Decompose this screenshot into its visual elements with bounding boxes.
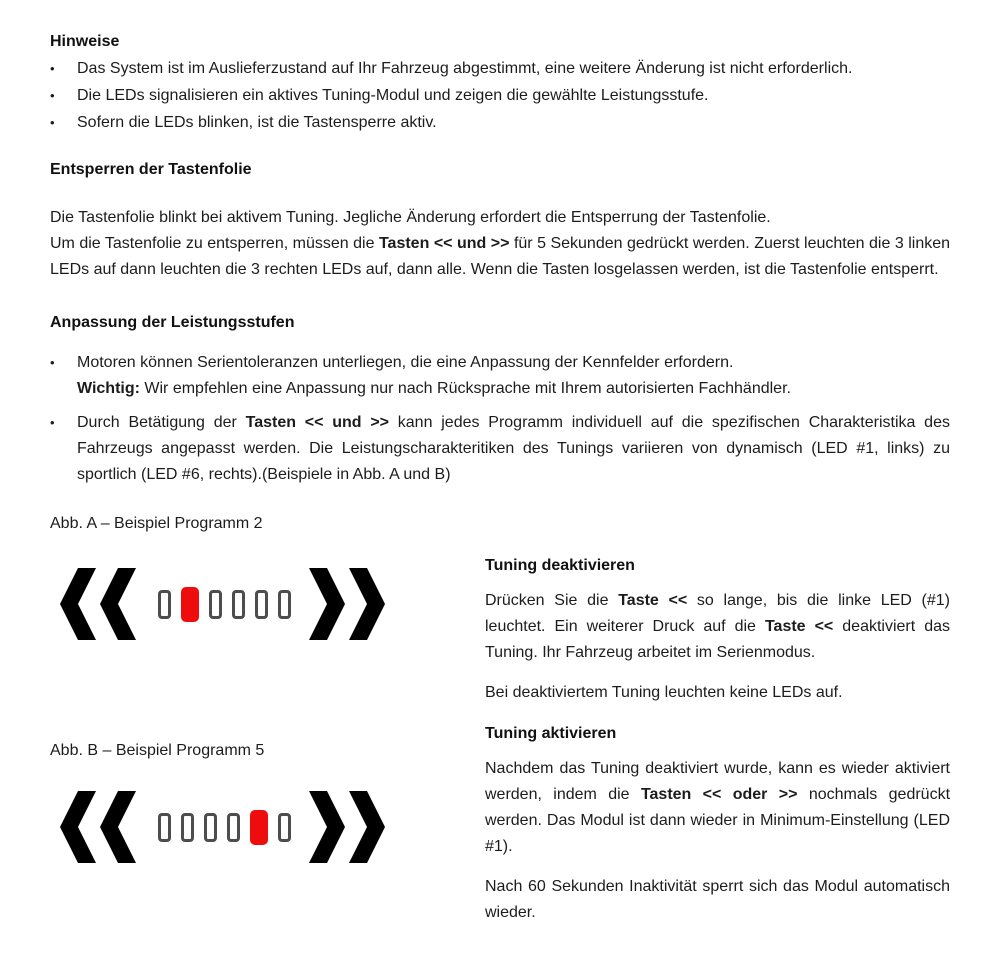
paragraph-text: Nach 60 Sekunden Inaktivität sperrt sich das Modul automatisch wieder. bbox=[485, 878, 950, 921]
list-item bbox=[50, 82, 950, 109]
paragraph-text: Wir empfehlen eine Anpassung nur nach Rücksprache mit Ihrem autorisierten Fachhändler. bbox=[139, 380, 791, 397]
paragraph-text: Durch Betätigung der bbox=[77, 414, 246, 431]
instructions-column bbox=[485, 510, 950, 940]
section-title-entsperren: Entsperren der Tastenfolie bbox=[50, 161, 252, 178]
figure-a-label: Abb. A – Beispiel Programm 2 bbox=[50, 515, 263, 532]
led-3 bbox=[209, 590, 222, 619]
bullet-icon: • bbox=[50, 415, 55, 430]
led-6 bbox=[278, 590, 291, 619]
hinweise-list bbox=[50, 55, 950, 136]
list-item-text: Die LEDs signalisieren ein aktives Tuning-Modul und zeigen die gewählte Leistungsstufe. bbox=[77, 87, 709, 104]
bullet-icon: • bbox=[50, 88, 55, 103]
paragraph-text: Nachdem das Tuning deaktiviert wurde, kann es wieder aktiviert werden, indem die bbox=[485, 760, 950, 803]
paragraph-text: für 5 Sekunden gedrückt werden. Zuerst leuchten die 3 linken LEDs auf dann leuchten die 3 rechten LEDs auf, dann alle. Wenn die Tasten losgelassen werden, ist die Tastenfolie entsperrt. bbox=[50, 235, 951, 278]
bullet-icon: • bbox=[50, 115, 55, 130]
figure-b-label: Abb. B – Beispiel Programm 5 bbox=[50, 742, 265, 759]
anpassung-list bbox=[50, 350, 950, 488]
bold-text: Wichtig: bbox=[77, 380, 140, 397]
led-2-active bbox=[181, 587, 199, 622]
figure-b bbox=[50, 737, 485, 864]
double-chevron-right-icon bbox=[309, 567, 385, 641]
led-6 bbox=[278, 813, 291, 842]
list-item-text bbox=[77, 410, 950, 488]
list-item bbox=[50, 410, 950, 488]
section-title-hinweise: Hinweise bbox=[50, 33, 120, 50]
list-item-text: Sofern die LEDs blinken, ist die Tastensperre aktiv. bbox=[77, 114, 437, 131]
led-2 bbox=[181, 813, 194, 842]
led-1 bbox=[158, 590, 171, 619]
section-title-anpassung: Anpassung der Leistungsstufen bbox=[50, 314, 295, 331]
figures-column bbox=[50, 510, 485, 940]
led-3 bbox=[204, 813, 217, 842]
list-item-text: Das System ist im Auslieferzustand auf Ihr Fahrzeug abgestimmt, eine weitere Änderung ist nicht erforderlich. bbox=[77, 60, 853, 77]
list-item bbox=[50, 350, 950, 402]
led-5 bbox=[255, 590, 268, 619]
paragraph-text: Bei deaktiviertem Tuning leuchten keine LEDs auf. bbox=[485, 684, 843, 701]
paragraph bbox=[485, 874, 950, 926]
paragraph bbox=[485, 756, 950, 860]
figure-b-graphic bbox=[60, 790, 485, 864]
bold-text: Taste << bbox=[618, 592, 688, 609]
figure-a-graphic bbox=[60, 567, 485, 641]
paragraph-text: so lange, bis die linke LED (#1) leuchtet. Ein weiterer Druck auf die bbox=[485, 592, 950, 635]
bullet-icon: • bbox=[50, 355, 55, 370]
paragraph bbox=[50, 205, 950, 231]
led-row bbox=[158, 587, 291, 622]
paragraph bbox=[485, 588, 950, 666]
figure-a bbox=[50, 510, 485, 641]
led-row bbox=[158, 810, 291, 845]
led-1 bbox=[158, 813, 171, 842]
paragraph-text: kann jedes Programm individuell auf die spezifischen Charakteristika des Fahrzeugs angepasst werden. Die Leistungscharakteritiken des Tunings variieren von dynamisch (LED #1, links) zu sportlich (LED #6, rechts).(Beispiele in Abb. A und B) bbox=[77, 414, 950, 483]
led-4 bbox=[227, 813, 240, 842]
double-chevron-right-icon bbox=[309, 790, 385, 864]
double-chevron-left-icon bbox=[60, 790, 136, 864]
list-item bbox=[50, 109, 950, 136]
paragraph bbox=[485, 680, 950, 706]
bottom-two-column-area bbox=[50, 510, 950, 940]
paragraph-text: Die Tastenfolie blinkt bei aktivem Tuning. Jegliche Änderung erfordert die Entsperrung der Tastenfolie. bbox=[50, 209, 771, 226]
paragraph-text: Drücken Sie die bbox=[485, 592, 619, 609]
section-anpassung bbox=[50, 309, 950, 488]
paragraph-text: Motoren können Serientoleranzen unterliegen, die eine Anpassung der Kennfelder erfordern. bbox=[77, 354, 734, 371]
paragraph-text: deaktiviert das Tuning. Ihr Fahrzeug arbeitet im Serienmodus. bbox=[485, 618, 951, 661]
section-title-tuning-deaktivieren: Tuning deaktivieren bbox=[485, 557, 635, 574]
paragraph-text: nochmals gedrückt werden. Das Modul ist dann wieder in Minimum-Einstellung (LED #1). bbox=[485, 786, 951, 855]
paragraph bbox=[50, 231, 950, 283]
bullet-icon: • bbox=[50, 61, 55, 76]
section-hinweise bbox=[50, 28, 950, 136]
list-item-text bbox=[77, 350, 950, 402]
led-4 bbox=[232, 590, 245, 619]
double-chevron-left-icon bbox=[60, 567, 136, 641]
bold-text: Taste << bbox=[764, 618, 834, 635]
led-5-active bbox=[250, 810, 268, 845]
list-item bbox=[50, 55, 950, 82]
bold-text: Tasten << und >> bbox=[378, 235, 510, 252]
section-entsperren bbox=[50, 156, 950, 283]
paragraph-text: Um die Tastenfolie zu entsperren, müssen die bbox=[50, 235, 379, 252]
bold-text: Tasten << und >> bbox=[245, 414, 390, 431]
bold-text: Tasten << oder >> bbox=[640, 786, 798, 803]
section-title-tuning-aktivieren: Tuning aktivieren bbox=[485, 725, 617, 742]
